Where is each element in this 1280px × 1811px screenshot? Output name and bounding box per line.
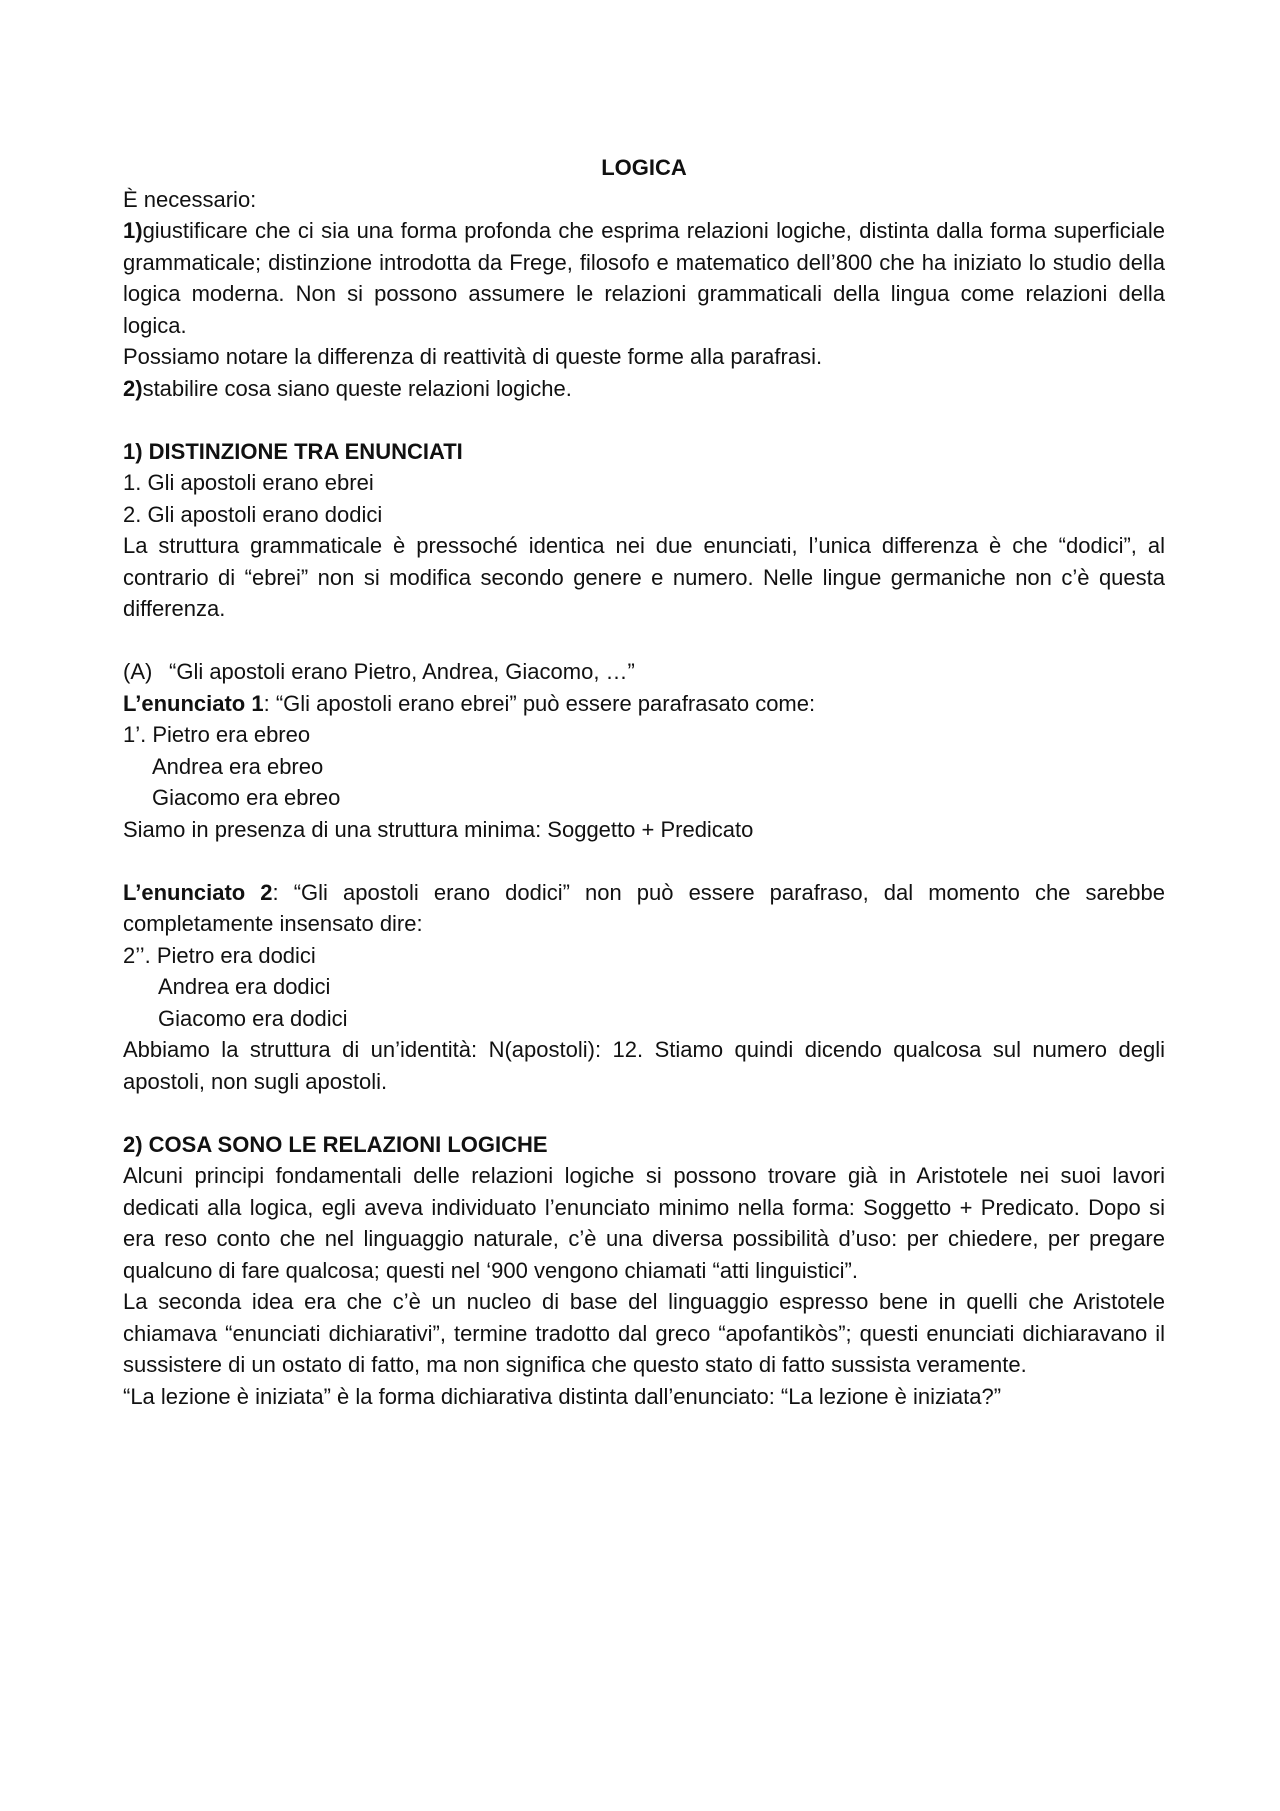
intro-text: È necessario: xyxy=(123,186,257,212)
paraphrase-1-line-1: 1’. Pietro era ebreo xyxy=(123,722,311,747)
paraphrase-1-line-3: Giacomo era ebreo xyxy=(152,785,341,810)
section-1-heading: 1) DISTINZIONE TRA ENUNCIATI xyxy=(123,438,463,464)
point-1-text: giustificare che ci sia una forma profonda che esprima relazioni logiche, distinta dalla forma superficiale grammaticale; distinzione introdotta da Frege, filosofo e matematico dell’800 che ha iniziato lo studio della logica moderna. Non si possono assumere le relazioni grammaticali della lingua come relazioni della logica. xyxy=(123,218,1165,338)
enunciato-2-text: : “Gli apostoli erano dodici” non può essere parafraso, dal momento che sarebbe completamente insensato dire: xyxy=(123,879,1165,936)
point-2 xyxy=(123,373,1165,405)
point-2-number: 2) xyxy=(123,375,143,401)
point-1-note: Possiamo notare la differenza di reattività di queste forme alla parafrasi. xyxy=(123,344,823,369)
paraphrase-1-note: Siamo in presenza di una struttura minima: Soggetto + Predicato xyxy=(123,816,754,842)
enunciato-1-line xyxy=(123,688,1165,720)
enunciato-2-paragraph xyxy=(123,877,1165,940)
section-1-paragraph: La struttura grammaticale è pressoché identica nei due enunciati, l’unica differenza è che “dodici”, al contrario di “ebrei” non si modifica secondo genere e numero. Nelle lingue germaniche non c’è questa differenza. xyxy=(123,533,1165,621)
spacer xyxy=(123,625,1165,657)
point-1-number: 1) xyxy=(123,218,143,243)
page-title: LOGICA xyxy=(601,155,687,180)
spacer xyxy=(123,1097,1165,1129)
section-2-paragraph-3: “La lezione è iniziata” è la forma dichiarativa distinta dall’enunciato: “La lezione è iniziata?” xyxy=(123,1383,1002,1409)
document-page xyxy=(123,152,1165,1412)
paraphrase-2-line-2: Andrea era dodici xyxy=(158,974,331,999)
section-2-heading: 2) COSA SONO LE RELAZIONI LOGICHE xyxy=(123,1131,548,1157)
example-2: 2. Gli apostoli erano dodici xyxy=(123,501,383,527)
enunciato-2-label: L’enunciato 2 xyxy=(123,879,273,905)
spacer xyxy=(123,404,1165,436)
enunciato-1-text: : “Gli apostoli erano ebrei” può essere parafrasato come: xyxy=(263,690,816,716)
spacer xyxy=(123,845,1165,877)
example-a-text: “Gli apostoli erano Pietro, Andrea, Giacomo, …” xyxy=(169,659,635,684)
paraphrase-2-line-3: Giacomo era dodici xyxy=(158,1005,348,1031)
paraphrase-1-line-2: Andrea era ebreo xyxy=(152,753,324,779)
enunciato-1-label: L’enunciato 1 xyxy=(123,690,264,716)
point-1 xyxy=(123,215,1165,341)
section-2-paragraph-1: Alcuni principi fondamentali delle relazioni logiche si possono trovare già in Aristotele nei suoi lavori dedicati alla logica, egli aveva individuato l’enunciato minimo nella forma: Soggetto + Predicato. Dopo si era reso conto che nel linguaggio naturale, c’è una diversa possibilità d’uso: per chiedere, per pregare qualcuno di fare qualcosa; questi nel ‘900 vengono chiamati “atti linguistici”. xyxy=(123,1163,1165,1283)
section-2-paragraph-2: La seconda idea era che c’è un nucleo di base del linguaggio espresso bene in quelli che Aristotele chiamava “enunciati dichiarativi”, termine tradotto dal greco “apofantikòs”; questi enunciati dichiaravano il sussistere di un ostato di fatto, ma non significa che questo stato di fatto sussista veramente. xyxy=(123,1289,1165,1377)
paraphrase-2-note: Abbiamo la struttura di un’identità: N(apostoli): 12. Stiamo quindi dicendo qualcosa sul numero degli apostoli, non sugli apostoli. xyxy=(123,1037,1165,1094)
example-1: 1. Gli apostoli erano ebrei xyxy=(123,470,374,495)
example-a-label: (A) xyxy=(123,659,153,684)
point-2-text: stabilire cosa siano queste relazioni logiche. xyxy=(142,375,572,401)
paraphrase-2-line-1: 2’’. Pietro era dodici xyxy=(123,942,316,968)
example-a xyxy=(123,656,1165,688)
